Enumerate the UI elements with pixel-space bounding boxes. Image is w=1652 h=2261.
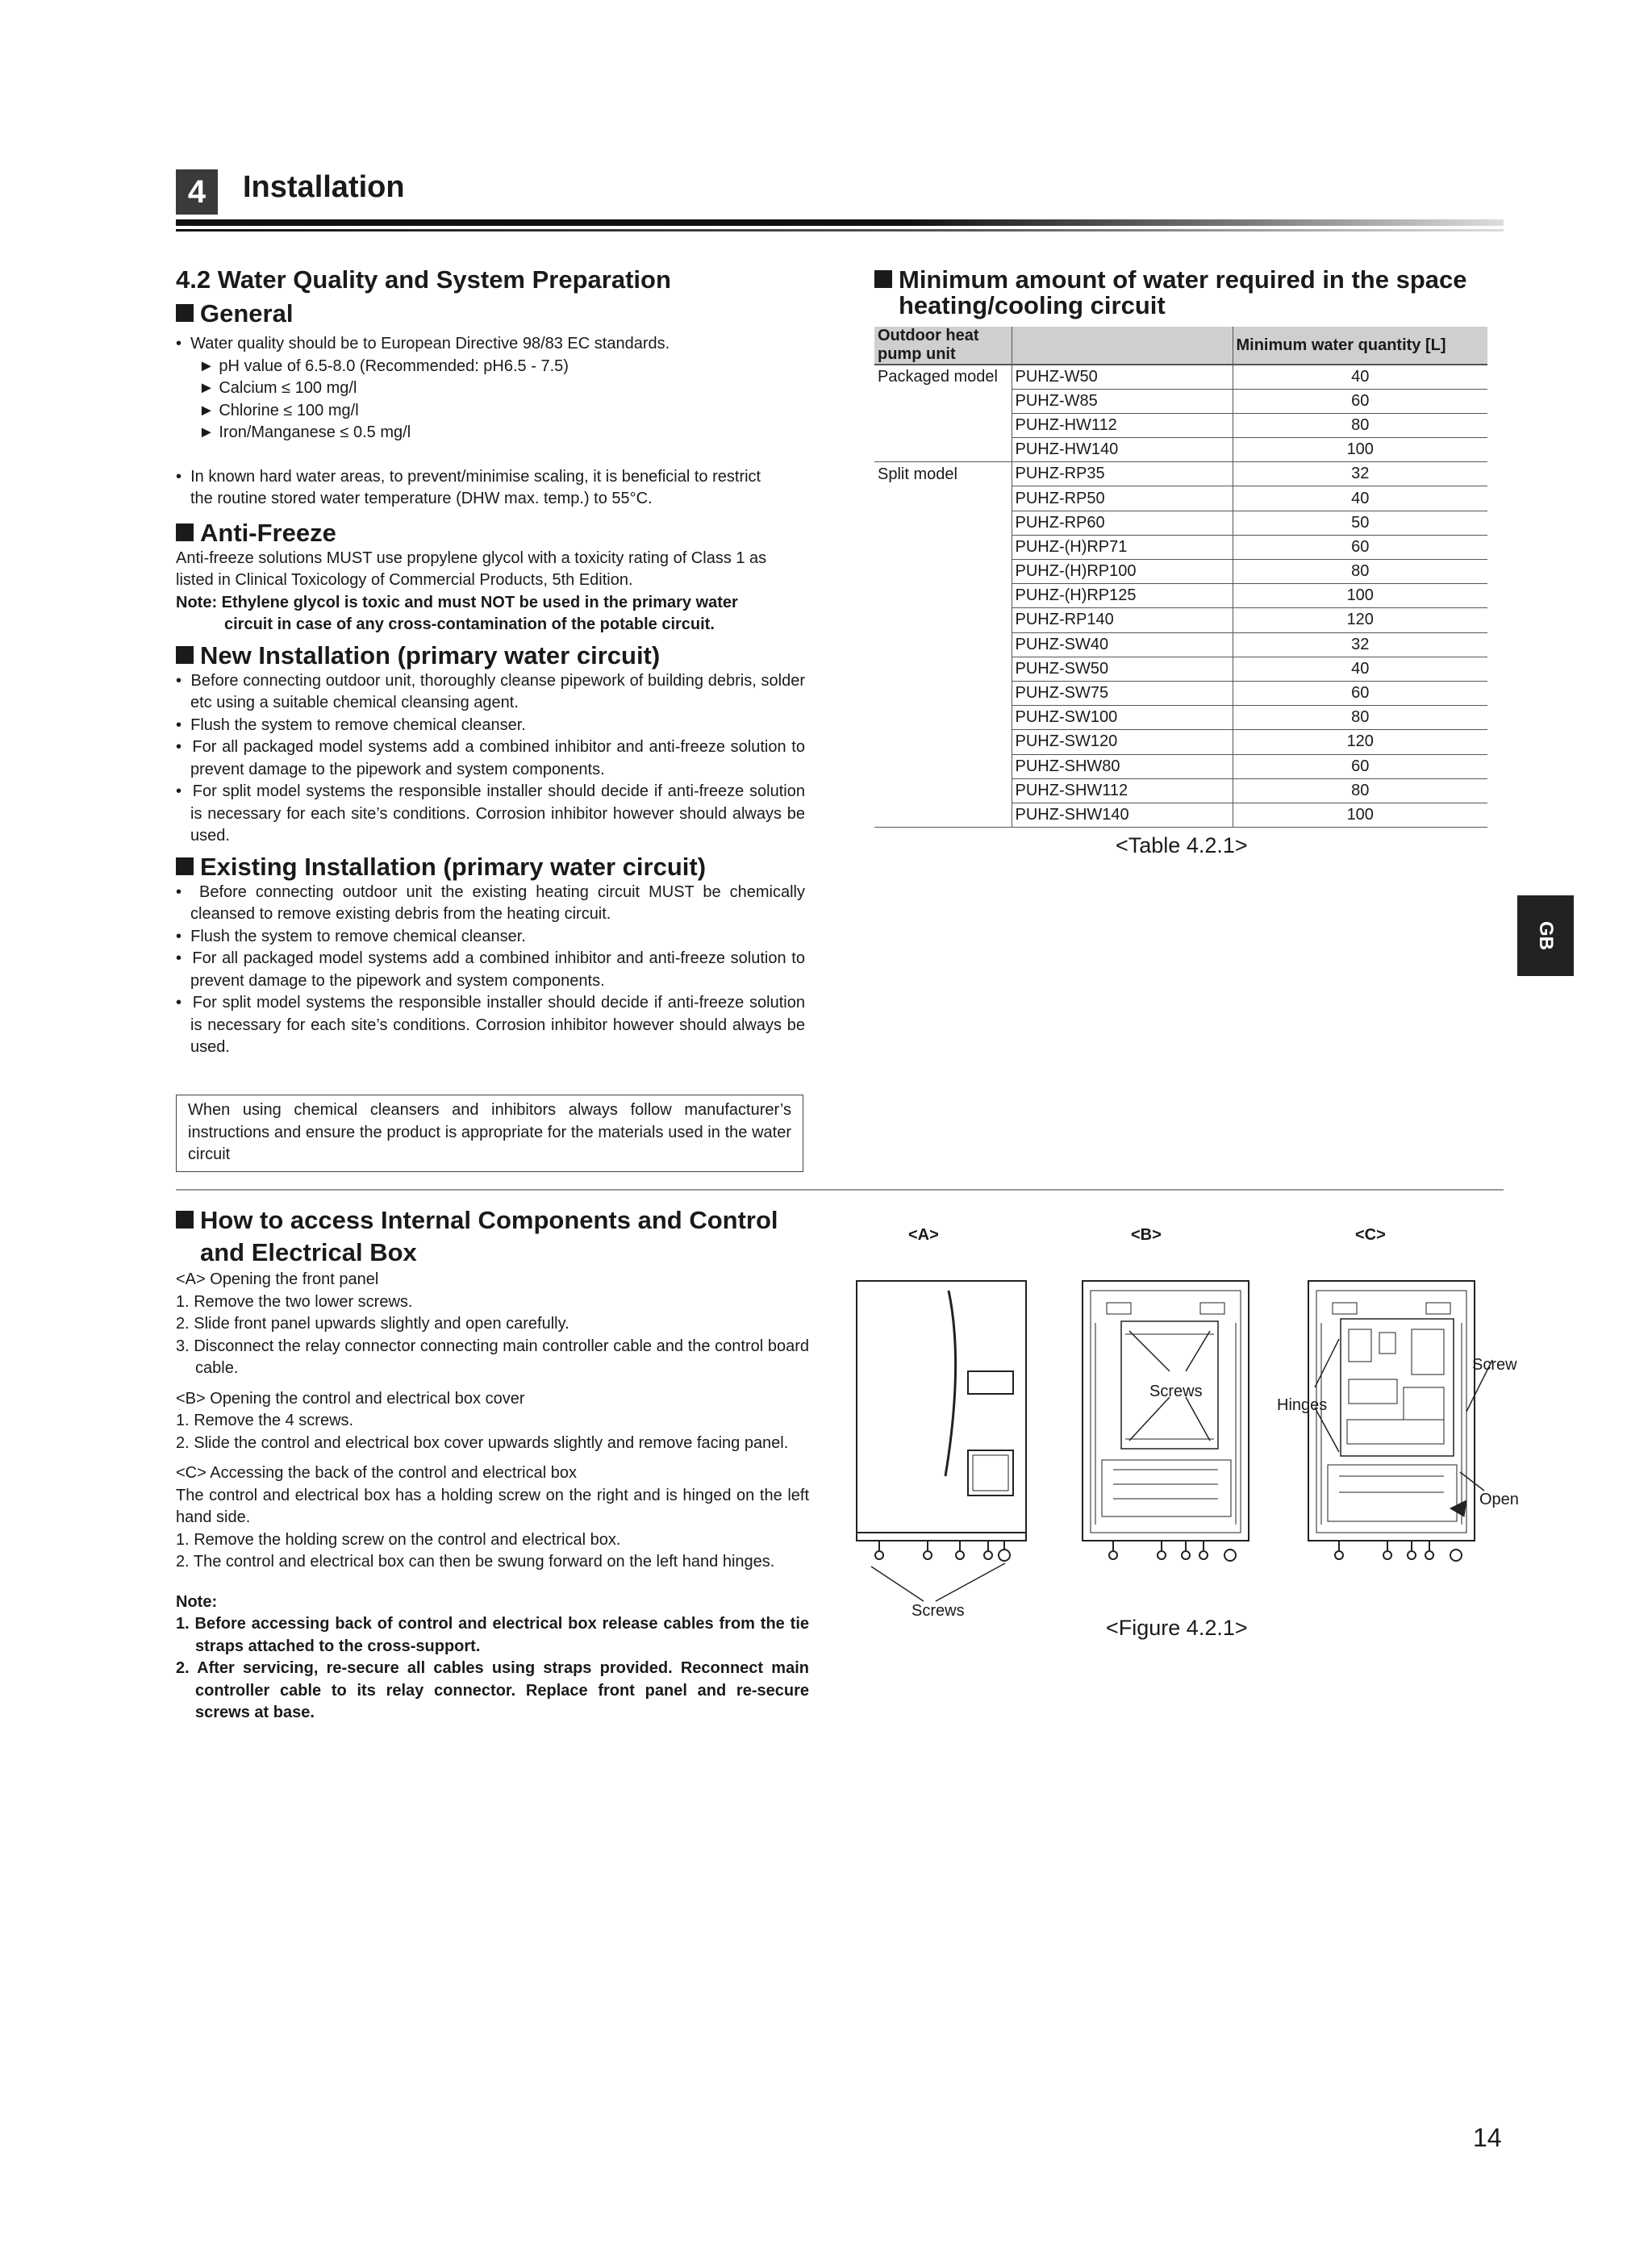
- cell-group: [874, 657, 1012, 681]
- cell-group: [874, 778, 1012, 803]
- list-item: ► Calcium ≤ 100 mg/l: [198, 379, 357, 397]
- figure-4-2-1-drawing: [847, 1258, 1533, 1629]
- table-row: [874, 389, 1487, 413]
- general-heading: General: [176, 299, 805, 328]
- paragraph-line: Anti-freeze solutions MUST use propylene glycol with a toxicity rating of Class 1 as: [176, 549, 767, 567]
- table-caption: <Table 4.2.1>: [1116, 833, 1248, 857]
- step-title: <C> Accessing the back of the control and electrical box: [176, 1464, 577, 1482]
- cell-model: PUHZ-SW40: [1012, 632, 1233, 657]
- square-bullet-icon: [176, 857, 194, 875]
- access-instructions: [176, 1269, 809, 1725]
- section-title: Installation: [243, 170, 405, 204]
- list-item: • For all packaged model systems add a combined inhibitor and anti-freeze solution to prevent damage to the pipework and system components.: [176, 949, 805, 990]
- square-bullet-icon: [176, 1211, 194, 1229]
- step: 3. Disconnect the relay connector connecting main controller cable and the control board cable.: [176, 1337, 809, 1377]
- list-item: • Flush the system to remove chemical cleanser.: [176, 715, 526, 734]
- note-title: Note:: [176, 1592, 218, 1611]
- square-bullet-icon: [176, 646, 194, 664]
- cell-group: [874, 389, 1012, 413]
- header-rule: [176, 219, 1504, 226]
- cell-model: PUHZ-SW75: [1012, 681, 1233, 705]
- cell-model: PUHZ-SW50: [1012, 657, 1233, 681]
- cell-quantity: 100: [1233, 584, 1487, 608]
- cell-quantity: 60: [1233, 754, 1487, 778]
- label-open: Open: [1479, 1491, 1519, 1508]
- cell-quantity: 60: [1233, 535, 1487, 559]
- cell-group: [874, 706, 1012, 730]
- label-screws-a: Screws: [912, 1602, 965, 1620]
- cell-quantity: 120: [1233, 608, 1487, 632]
- list-item: • For split model systems the responsible installer should decide if anti-freeze solution is necessary for each site’s conditions. Corrosion inhibitor however should always be used.: [176, 782, 805, 845]
- list-item: ► Iron/Manganese ≤ 0.5 mg/l: [198, 423, 411, 441]
- table-row: [874, 413, 1487, 437]
- cell-quantity: 80: [1233, 778, 1487, 803]
- table-row: [874, 706, 1487, 730]
- list-item: • Before connecting outdoor unit the existing heating circuit MUST be chemically cleansed to remove existing debris from the heating circuit.: [176, 882, 805, 923]
- cell-quantity: 80: [1233, 706, 1487, 730]
- cell-group: [874, 681, 1012, 705]
- table-row: [874, 754, 1487, 778]
- paragraph-line: listed in Clinical Toxicology of Commercial Products, 5th Edition.: [176, 571, 633, 589]
- label-screw-c: Screw: [1472, 1356, 1517, 1374]
- table-heading: [874, 265, 1504, 320]
- column-header: Minimum water quantity [L]: [1233, 327, 1487, 365]
- table-row: [874, 462, 1487, 486]
- cell-group: Packaged model: [878, 368, 998, 386]
- note-line: Note: Ethylene glycol is toxic and must NOT be used in the primary water: [176, 593, 738, 611]
- access-heading: How to access Internal Components and Control: [176, 1206, 809, 1235]
- antifreeze-heading: Anti-Freeze: [176, 519, 805, 548]
- header-rule-thin: [176, 229, 1504, 232]
- cleanser-note-box: When using chemical cleansers and inhibitors always follow manufacturer’s instructions and ensure the product is appropriate for the materials used in the water circuit: [176, 1095, 803, 1172]
- figure-label-b: <B>: [1131, 1226, 1162, 1244]
- existing-installation-list: [176, 882, 805, 1059]
- cell-model: PUHZ-HW112: [1012, 413, 1233, 437]
- step: 1. Remove the holding screw on the control and electrical box.: [176, 1530, 621, 1549]
- cell-group: [874, 413, 1012, 437]
- step: 1. Remove the 4 screws.: [176, 1412, 354, 1429]
- cell-group: [874, 584, 1012, 608]
- list-item: • Flush the system to remove chemical cleanser.: [176, 927, 526, 945]
- cell-group: Split model: [878, 465, 957, 483]
- cell-model: PUHZ-SHW112: [1012, 778, 1233, 803]
- step: 2. Slide front panel upwards slightly and open carefully.: [176, 1315, 569, 1333]
- step-title: <B> Opening the control and electrical box cover: [176, 1389, 525, 1408]
- general-text: [176, 333, 805, 511]
- note-item: 2. After servicing, re-secure all cables using straps provided. Reconnect main controller cable to its relay connector. Replace front panel and re-secure screws at base.: [176, 1659, 809, 1721]
- table-row: [874, 511, 1487, 535]
- list-item: ► pH value of 6.5-8.0 (Recommended: pH6.5 - 7.5): [198, 357, 569, 375]
- table-row: [874, 584, 1487, 608]
- square-bullet-icon: [176, 304, 194, 322]
- square-bullet-icon: [874, 270, 892, 288]
- step-title: <A> Opening the front panel: [176, 1270, 379, 1288]
- table-row: [874, 486, 1487, 511]
- water-quality-section: [176, 265, 805, 1059]
- section-divider: [176, 1189, 1504, 1191]
- page-number: 14: [1473, 2123, 1502, 2152]
- table-row: [874, 535, 1487, 559]
- new-installation-heading: New Installation (primary water circuit): [176, 641, 805, 670]
- cell-group: [874, 632, 1012, 657]
- column-header: Outdoor heat pump unit: [874, 327, 1012, 365]
- cell-model: PUHZ-SHW140: [1012, 803, 1233, 827]
- cell-model: PUHZ-RP140: [1012, 608, 1233, 632]
- cell-group: [874, 608, 1012, 632]
- unit-box-open-drawing: [1308, 1281, 1492, 1561]
- step: 1. Remove the two lower screws.: [176, 1292, 413, 1311]
- table-row: [874, 778, 1487, 803]
- cell-model: PUHZ-SW100: [1012, 706, 1233, 730]
- table-row: [874, 365, 1487, 389]
- cell-group: [874, 486, 1012, 511]
- note-line: circuit in case of any cross-contamination of the potable circuit.: [224, 615, 715, 633]
- list-item: • For split model systems the responsible installer should decide if anti-freeze solution is necessary for each site’s conditions. Corrosion inhibitor however should always be used.: [176, 994, 805, 1056]
- cell-quantity: 120: [1233, 730, 1487, 754]
- table-row: [874, 560, 1487, 584]
- square-bullet-icon: [176, 524, 194, 541]
- antifreeze-text: [176, 548, 805, 636]
- min-water-table: [874, 327, 1487, 828]
- cell-model: PUHZ-SW120: [1012, 730, 1233, 754]
- unit-box-cover-drawing: [1083, 1281, 1249, 1561]
- table-row: [874, 681, 1487, 705]
- label-hinges: Hinges: [1277, 1396, 1328, 1414]
- cell-quantity: 40: [1233, 486, 1487, 511]
- cell-model: PUHZ-W50: [1012, 365, 1233, 389]
- cell-quantity: 32: [1233, 462, 1487, 486]
- cell-model: PUHZ-(H)RP125: [1012, 584, 1233, 608]
- cell-model: PUHZ-RP60: [1012, 511, 1233, 535]
- table-row: [874, 608, 1487, 632]
- figure-label-a: <A>: [908, 1226, 939, 1244]
- cell-quantity: 100: [1233, 803, 1487, 827]
- column-header: [1012, 327, 1233, 365]
- list-item: • Water quality should be to European Directive 98/83 EC standards.: [176, 335, 670, 352]
- language-tab: GB: [1517, 895, 1574, 976]
- table-row: [874, 438, 1487, 462]
- cell-quantity: 40: [1233, 365, 1487, 389]
- table-heading-line2: heating/cooling circuit: [899, 291, 1166, 319]
- cell-quantity: 32: [1233, 632, 1487, 657]
- table-heading-line: Minimum amount of water required in the space: [874, 265, 1504, 294]
- access-heading-line2: and Electrical Box: [200, 1238, 417, 1266]
- cell-group: [874, 803, 1012, 827]
- cell-group: [874, 535, 1012, 559]
- cell-quantity: 60: [1233, 389, 1487, 413]
- existing-installation-heading: Existing Installation (primary water circuit): [176, 853, 805, 882]
- cell-model: PUHZ-(H)RP100: [1012, 560, 1233, 584]
- list-item-continuation: the routine stored water temperature (DHW max. temp.) to 55°C.: [190, 490, 653, 507]
- step-description: The control and electrical box has a holding screw on the right and is hinged on the left hand side.: [176, 1486, 809, 1526]
- figure-label-c: <C>: [1355, 1226, 1386, 1244]
- cell-quantity: 80: [1233, 413, 1487, 437]
- list-item: ► Chlorine ≤ 100 mg/l: [198, 401, 359, 419]
- list-item: • For all packaged model systems add a combined inhibitor and anti-freeze solution to prevent damage to the pipework and system components.: [176, 738, 805, 778]
- list-item: • In known hard water areas, to prevent/minimise scaling, it is beneficial to restrict: [176, 467, 761, 486]
- section-heading: 4.2 Water Quality and System Preparation: [176, 265, 671, 294]
- cell-group: [874, 438, 1012, 462]
- cell-quantity: 50: [1233, 511, 1487, 535]
- table-row: [874, 632, 1487, 657]
- new-installation-list: [176, 670, 805, 848]
- label-screws-b: Screws: [1149, 1383, 1203, 1400]
- cell-quantity: 100: [1233, 438, 1487, 462]
- cell-quantity: 80: [1233, 560, 1487, 584]
- table-row: [874, 657, 1487, 681]
- cell-model: PUHZ-RP35: [1012, 462, 1233, 486]
- cell-model: PUHZ-RP50: [1012, 486, 1233, 511]
- figure-caption: <Figure 4.2.1>: [1106, 1616, 1248, 1640]
- step: 2. The control and electrical box can then be swung forward on the left hand hinges.: [176, 1553, 775, 1571]
- note-item: 1. Before accessing back of control and electrical box release cables from the tie straps attached to the cross-support.: [176, 1615, 809, 1655]
- cell-model: PUHZ-W85: [1012, 389, 1233, 413]
- cell-quantity: 60: [1233, 681, 1487, 705]
- section-number-badge: 4: [176, 169, 218, 215]
- table-header-row: [874, 327, 1487, 365]
- cell-quantity: 40: [1233, 657, 1487, 681]
- cell-group: [874, 560, 1012, 584]
- table-row: [874, 730, 1487, 754]
- cell-group: [874, 730, 1012, 754]
- cell-group: [874, 754, 1012, 778]
- access-section: [176, 1206, 809, 1725]
- cell-model: PUHZ-HW140: [1012, 438, 1233, 462]
- unit-front-panel-drawing: [857, 1281, 1026, 1601]
- table-row: [874, 803, 1487, 827]
- list-item: • Before connecting outdoor unit, thoroughly cleanse pipework of building debris, solder etc using a suitable chemical cleansing agent.: [176, 671, 805, 711]
- cell-model: PUHZ-SHW80: [1012, 754, 1233, 778]
- cell-group: [874, 511, 1012, 535]
- step: 2. Slide the control and electrical box cover upwards slightly and remove facing panel.: [176, 1433, 789, 1452]
- cell-model: PUHZ-(H)RP71: [1012, 535, 1233, 559]
